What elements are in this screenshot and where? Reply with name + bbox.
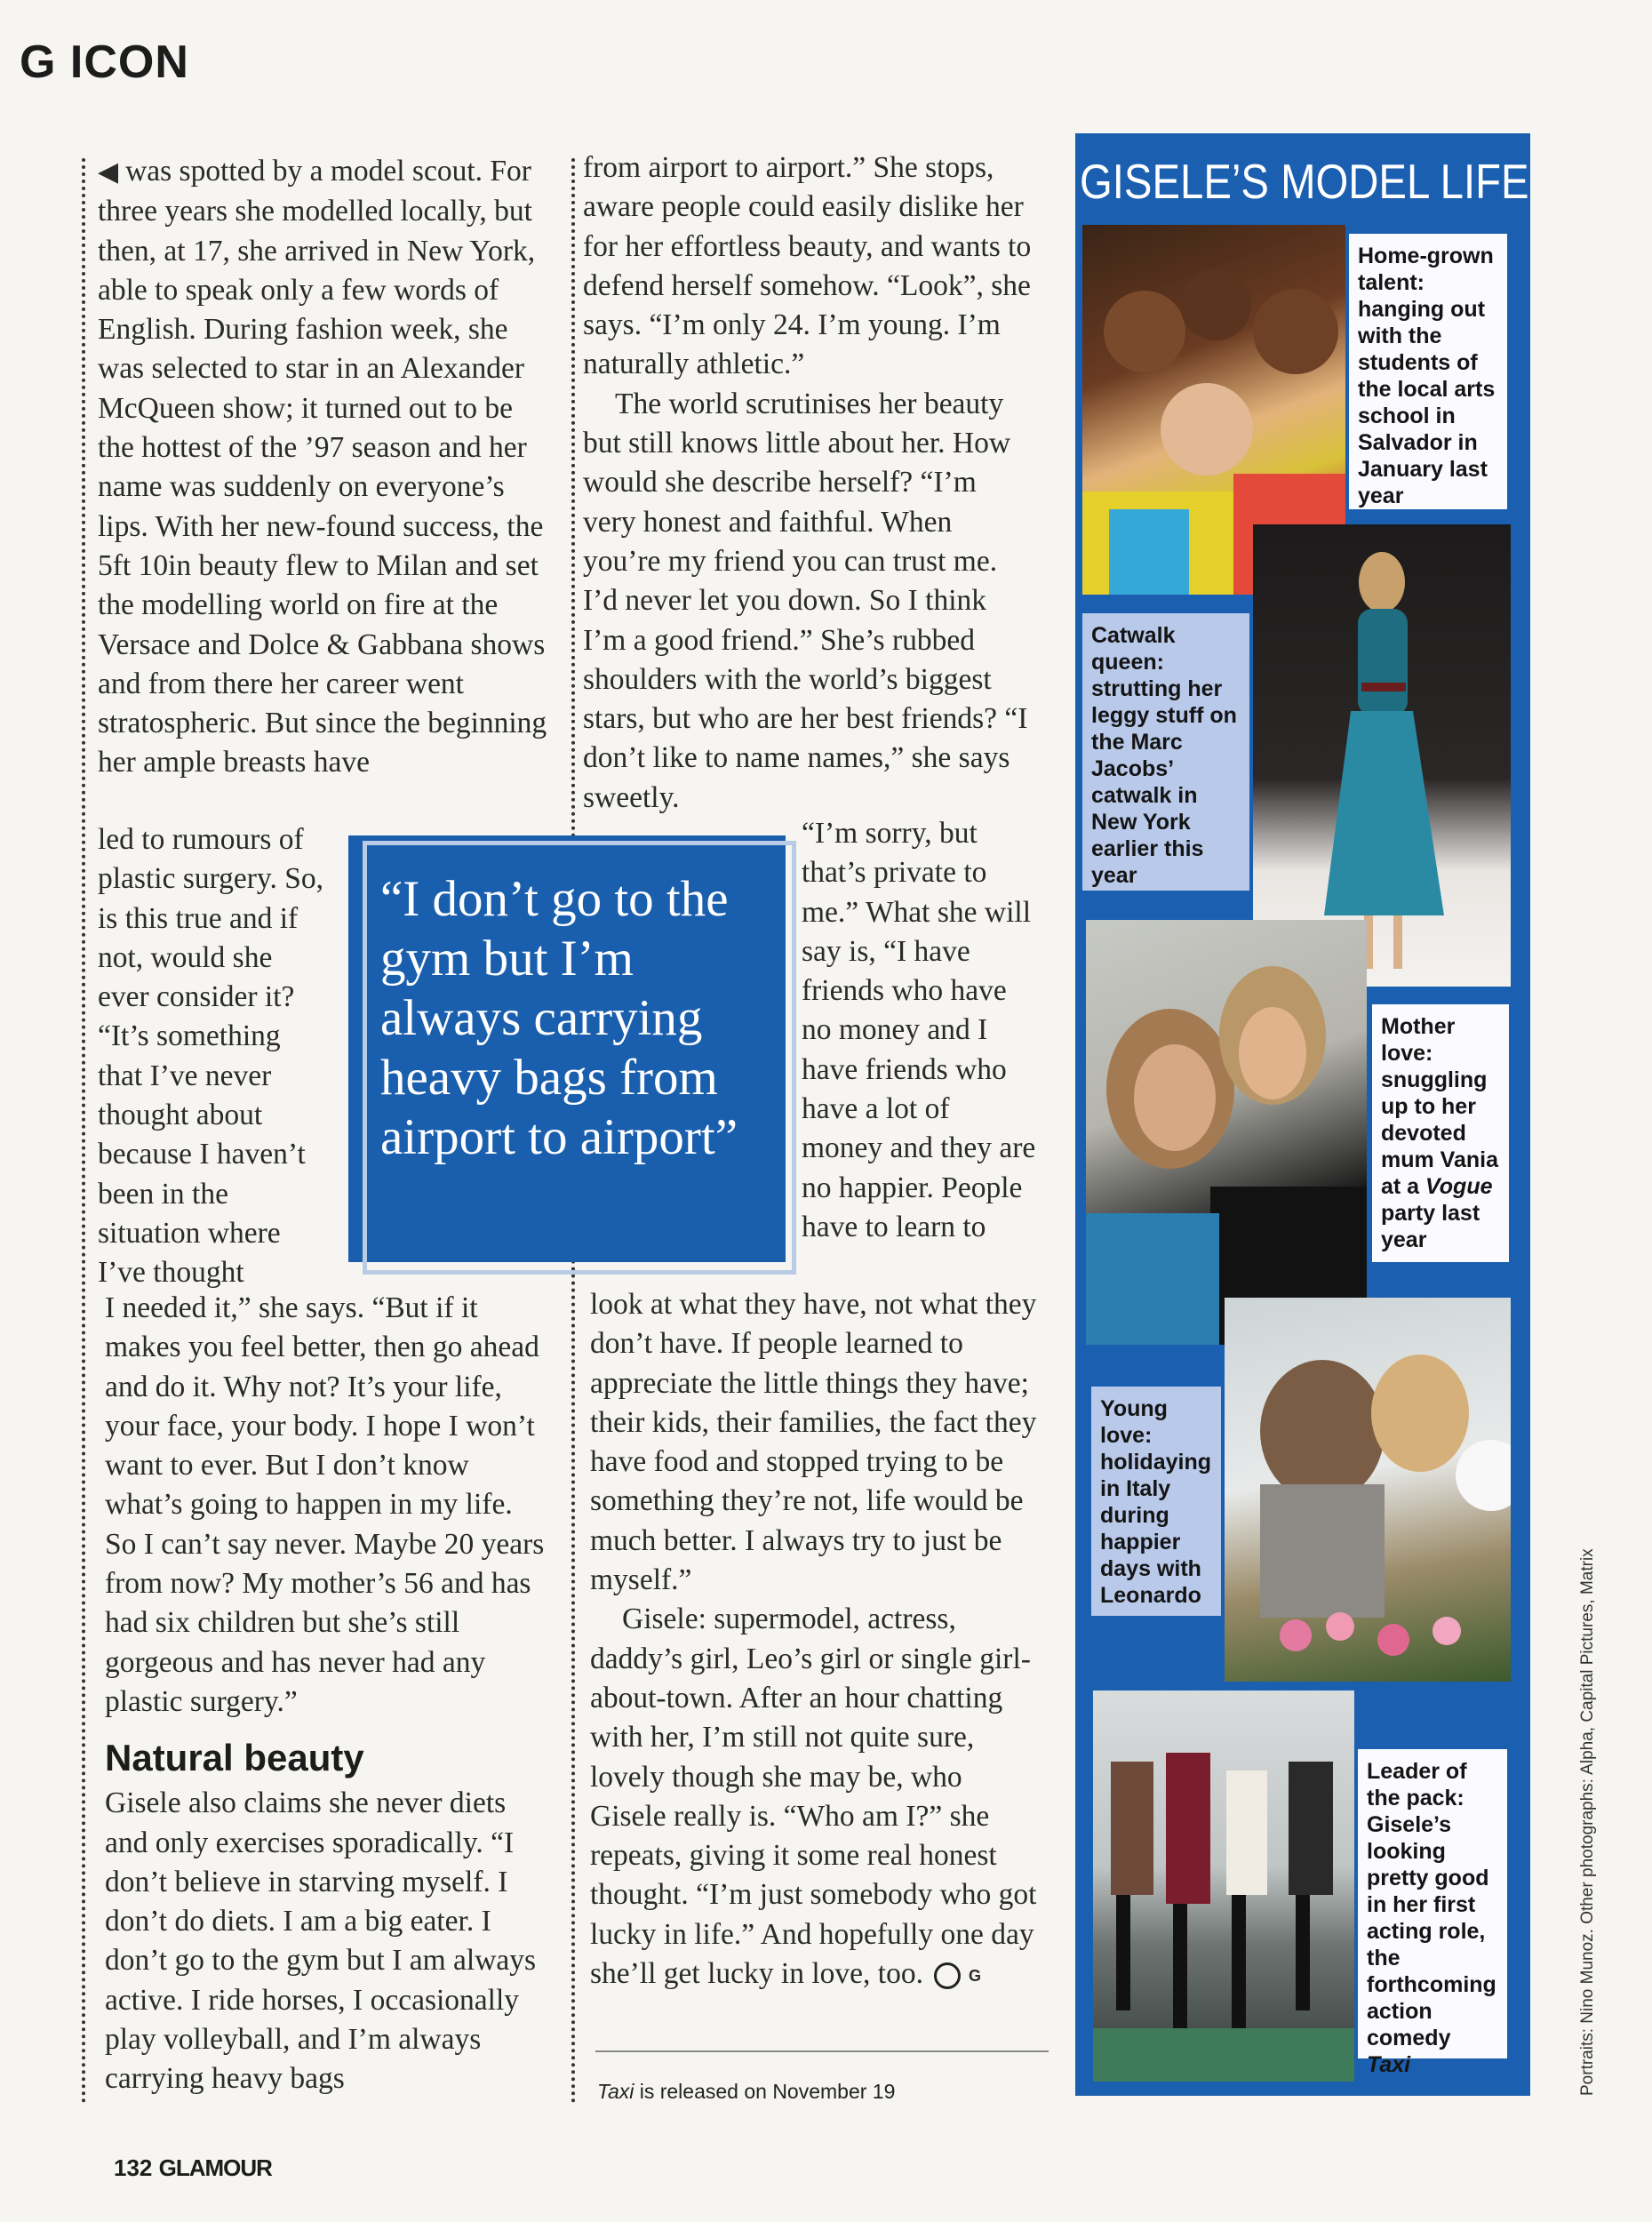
footnote-rule — [595, 2050, 1049, 2052]
page-number: 132 — [114, 2154, 153, 2181]
caption-catwalk: Catwalk queen: strutting her leggy stuff on the Marc Jacobs’ catwalk in New York earlier this year — [1082, 613, 1249, 891]
footnote — [597, 2080, 895, 2104]
column-2-wrap — [802, 814, 1036, 1247]
article-paragraph: led to rumours of plastic surgery. So, is this true and if not, would she ever consider it? “It’s something that I’ve never thought about because I haven’t been in the situation where I’ve thought — [98, 823, 324, 1290]
caption-text: party last year — [1381, 1201, 1480, 1252]
article-paragraph: Gisele also claims she never diets and only exercises sporadically. “I don’t believe in starving myself. I don’t do diets. I am a big eater. I don’t go to the gym but I am always active. I ride horses, I occasionally play volleyball, and I’m always carrying heavy bags — [105, 1786, 537, 2096]
article-text: Gisele: supermodel, actress, daddy’s girl, Leo’s girl or single girl-about-town. After an hour chatting with her, I’m still not quite sure, lovely though she may be, who Gisele really is. “Who am I?” she repeats, giving it some real honest thought. “I’m just somebody who got lucky in life.” And hopefully one day she’ll get lucky in love, too. — [590, 1603, 1037, 1991]
magazine-logo: GLAMOUR — [158, 2154, 272, 2181]
photo-catwalk-image — [1253, 524, 1511, 987]
caption-leonardo: Young love: holidaying in Italy during happier days with Leonardo — [1091, 1387, 1221, 1616]
photo-taxi-cast — [1093, 1690, 1354, 2082]
film-title: Taxi — [1367, 2052, 1411, 2077]
photo-leonardo-image — [1225, 1298, 1511, 1682]
article-paragraph: “I’m sorry, but that’s private to me.” What she will say is, “I have friends who have no money and I have friends who have a lot of money and they are no happier. People have to learn to — [802, 817, 1036, 1243]
column-1-wrap — [98, 820, 331, 1293]
column-2-top — [583, 148, 1036, 818]
column-2-bottom — [590, 1285, 1038, 1994]
magazine-name: Vogue — [1425, 1174, 1493, 1199]
article-paragraph — [590, 1600, 1038, 1994]
pull-quote: “I don’t go to the gym but I’m always carrying heavy bags from airport to airport” — [348, 835, 786, 1262]
photo-leonardo — [1225, 1298, 1511, 1682]
caption-text: Mother love: snuggling up to her devoted mum Vania at a — [1381, 1014, 1498, 1199]
pull-quote-frame — [363, 841, 796, 1275]
caption-students: Home-grown talent: hanging out with the students of the local arts school in Salvador in January last year — [1349, 234, 1507, 509]
photo-credit: Portraits: Nino Munoz. Other photographs: Alpha, Capital Pictures, Matrix — [1578, 1548, 1597, 2096]
caption-taxi — [1358, 1749, 1507, 2077]
photo-taxi-cast-image — [1093, 1690, 1354, 2082]
subheading: Natural beauty — [105, 1737, 364, 1779]
page-folio — [114, 2154, 272, 2182]
article-text: was spotted by a model scout. For three years she modelled locally, but then, at 17, she arrived in New York, able to speak only a few words of English. During fashion week, she was selected to star in an Alexander McQueen show; it turned out to be the hottest of the ’97 season and her name was suddenly on everyone’s lips. With her new-found success, the 5ft 10in beauty flew to Milan and set the modelling world on fire at the Versace and Dolce & Gabbana shows and from there her career went stratospheric. But since the beginning her ample breasts have — [98, 155, 547, 779]
sidebar-title: GISELE’S MODEL LIFE — [1080, 154, 1529, 209]
section-title: G ICON — [20, 36, 189, 88]
continued-arrow-icon: ◀ — [98, 156, 119, 188]
article-paragraph: I needed it,” she says. “But if it makes you feel better, then go ahead and do it. Why not? It’s your life, your face, your body. I hope I won’t want to ever. But I don’t know what’s going to happen in my life. So I can’t say never. Maybe 20 years from now? My mother’s 56 and has had six children but she’s still gorgeous and has never had any plastic surgery.” — [105, 1291, 545, 1718]
photo-mother-image — [1086, 920, 1367, 1345]
glamour-end-mark-icon: G — [934, 1962, 961, 1989]
article-paragraph: The world scrutinises her beauty but still knows little about her. How would she describe herself? “I’m very honest and faithful. When you’re my friend you can trust me. I’d never let you down. So I think I’m a good friend.” She’s rubbed shoulders with the world’s biggest stars, but who are her best friends? “I don’t like to name names,” she says sweetly. — [583, 387, 1028, 814]
column-1-top — [98, 152, 551, 783]
caption-mother — [1372, 1004, 1509, 1262]
article-paragraph — [98, 152, 551, 783]
photo-catwalk — [1253, 524, 1511, 987]
article-paragraph: from airport to airport.” She stops, aware people could easily dislike her for her effortless beauty, and wants to defend herself somehow. “Look”, she says. “I’m only 24. I’m young. I’m naturally athletic.” — [583, 151, 1032, 381]
caption-text: Leader of the pack: Gisele’s looking pretty good in her first acting role, the forthcoming action comedy — [1367, 1759, 1496, 2050]
column-1-bottom — [105, 1289, 549, 2099]
column-rule-left — [82, 158, 85, 2105]
article-paragraph: look at what they have, not what they don’t have. If people learned to appreciate the little things they have; their kids, their families, the fact they have food and stopped trying to be something they’re not, life would be much better. I always try to just be myself.” — [590, 1288, 1037, 1597]
footnote-text: is released on November 19 — [634, 2080, 896, 2103]
photo-mother — [1086, 920, 1367, 1345]
film-title: Taxi — [597, 2080, 634, 2103]
